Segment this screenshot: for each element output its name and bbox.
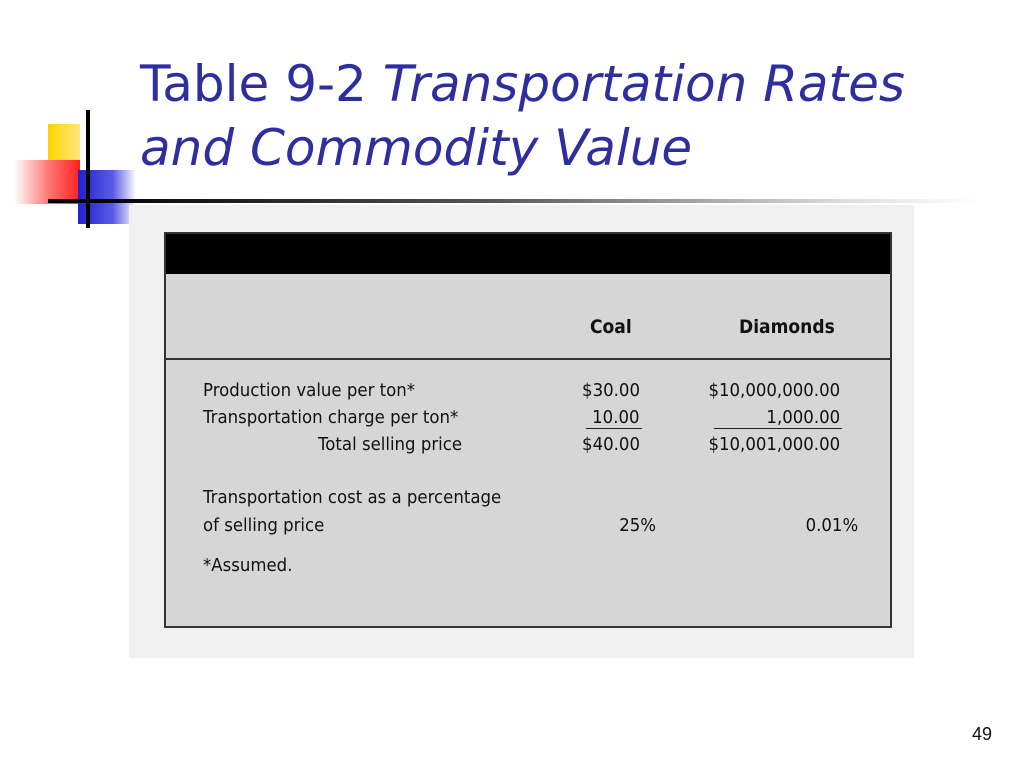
column-header-diamonds: Diamonds [739,316,835,338]
table-footnote: *Assumed. [203,555,293,576]
cell-diamonds-production-value: $10,000,000.00 [708,380,840,401]
row-label-percentage-line2: of selling price [203,515,325,536]
cell-diamonds-total-selling-price: $10,001,000.00 [708,434,840,455]
row-label-transportation-charge: Transportation charge per ton* [203,407,459,428]
cell-coal-total-selling-price: $40.00 [582,434,640,455]
cell-coal-production-value: $30.00 [582,380,640,401]
slide-title [140,52,1000,180]
column-header-coal: Coal [590,316,632,338]
sum-underline-coal [586,428,642,429]
title-plain: Table 9-2 [140,55,367,113]
table-header-bar [166,234,890,274]
cell-diamonds-percentage: 0.01% [805,515,858,536]
red-square-decoration [14,160,80,204]
title-italic: Transportation Rates and Commodity Value [140,55,905,177]
title-divider-rule [88,199,978,203]
row-label-total-selling-price: Total selling price [318,434,463,455]
row-label-percentage-line1: Transportation cost as a percentage [203,487,502,508]
sum-underline-diamonds [714,428,842,429]
header-divider [166,358,890,360]
data-table [164,232,892,628]
cell-diamonds-transportation-charge: 1,000.00 [766,407,840,428]
cell-coal-transportation-charge: 10.00 [592,407,640,428]
page-number: 49 [971,724,992,744]
row-label-production-value: Production value per ton* [203,380,416,401]
vertical-line-decoration [86,110,90,228]
slide-ornament [0,0,160,240]
cell-coal-percentage: 25% [619,515,656,536]
